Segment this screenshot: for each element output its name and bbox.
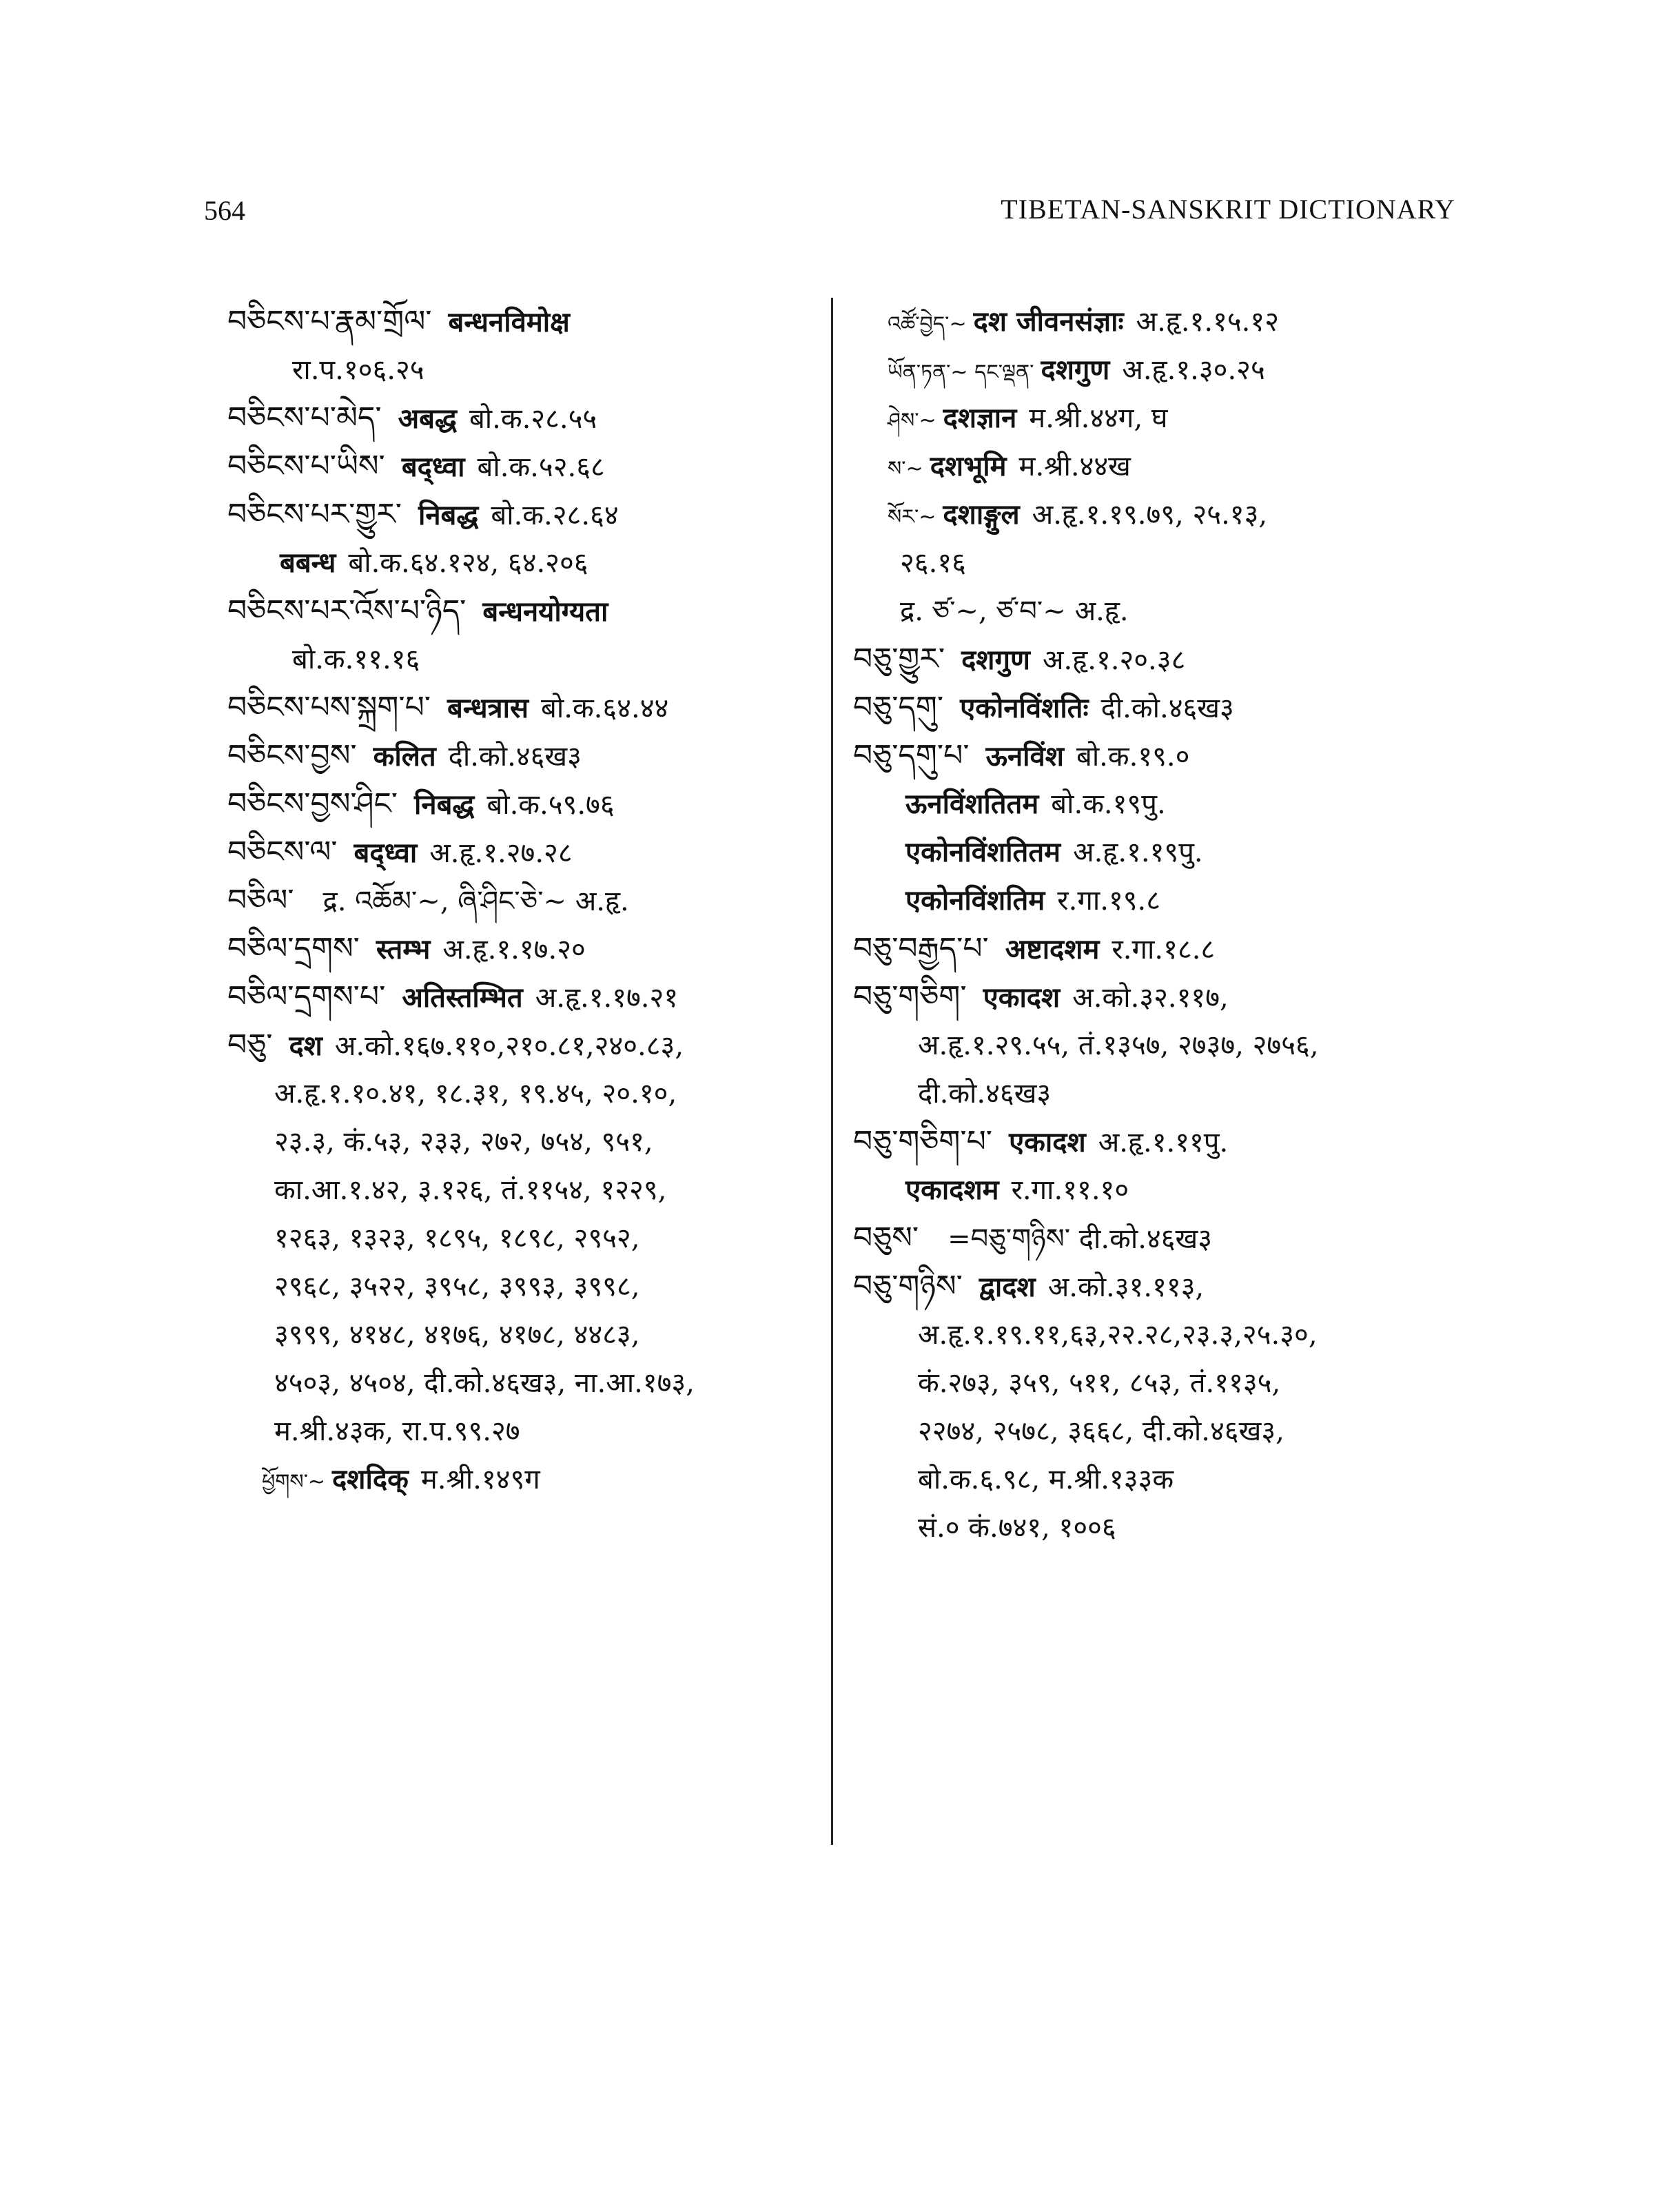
tibetan-term: ས་~ — [888, 457, 923, 481]
entry-line — [227, 1407, 820, 1455]
entry-line — [853, 1166, 1459, 1214]
source-reference: अ.हृ.१.२०.३८ — [1042, 644, 1186, 676]
tibetan-term: བཅུ་གྱུར་ — [853, 642, 945, 677]
source-reference: का.आ.१.४२, ३.१२६, तं.११५४, १२२९, — [274, 1174, 667, 1206]
tibetan-term: ཤེས་~ — [888, 409, 936, 433]
entry-line — [853, 1359, 1459, 1407]
entry-line — [853, 346, 1459, 394]
source-reference: बो.क.११.१६ — [292, 644, 420, 675]
entry-line — [227, 732, 820, 780]
entry-line — [227, 1263, 820, 1311]
entry-line — [853, 684, 1459, 732]
tibetan-term: བཅིངས་པས་སྐྲག་པ་ — [227, 690, 431, 725]
entry-line — [853, 877, 1459, 925]
source-reference: रा.प.१०६.२५ — [292, 354, 424, 386]
entry-line — [853, 732, 1459, 780]
entry-line — [853, 1118, 1459, 1166]
entry-line — [853, 587, 1459, 635]
source-reference: अ.हृ.१.१७.२० — [442, 934, 586, 965]
entry-line — [853, 1455, 1459, 1504]
tibetan-term: བཅིངས་པ་ཡིས་ — [227, 449, 385, 484]
tibetan-term: བཅིལ་དྲགས་ — [227, 931, 360, 966]
entry-line — [227, 539, 820, 587]
tibetan-term: བཅུ་གཅིག་པ་ — [853, 1124, 993, 1159]
entry-line — [853, 1021, 1459, 1070]
source-reference: दी.को.४६ख३ — [1100, 693, 1234, 724]
entry-line — [853, 1263, 1459, 1311]
tibetan-term: བཅུ་ — [227, 1028, 273, 1063]
source-reference: २२७४, २५७८, ३६६८, दी.को.४६ख३, — [918, 1416, 1284, 1447]
source-reference: ३९९९, ४१४८, ४१७६, ४१७८, ४४८३, — [274, 1319, 640, 1351]
entry-line — [227, 1166, 820, 1214]
source-reference: बो.क.२८.५५ — [469, 403, 597, 435]
sanskrit-equivalent: दश — [289, 1030, 322, 1062]
entry-line — [853, 1504, 1459, 1552]
sanskrit-equivalent: दशाङ्गुल — [943, 498, 1020, 531]
entry-line — [853, 780, 1459, 828]
sanskrit-equivalent: दशगुण — [1041, 354, 1110, 386]
source-reference: अ.हृ.१.१९.११,६३,२२.२८,२३.३,२५.३०, — [918, 1319, 1318, 1351]
entry-line — [853, 394, 1459, 442]
sanskrit-equivalent: एकादश — [1009, 1126, 1086, 1158]
right-column — [853, 298, 1459, 1552]
source-reference: अ.हृ.१.२९.५५, तं.१३५७, २७३७, २७५६, — [918, 1030, 1319, 1061]
sanskrit-equivalent: बन्धत्रास — [447, 692, 529, 724]
source-reference: अ.को.३१.११३, — [1047, 1271, 1205, 1303]
sanskrit-equivalent: बद्ध्वा — [401, 451, 465, 483]
source-reference: २६.१६ — [900, 547, 966, 579]
tibetan-term: བཅུ་དགུ་པ་ — [853, 738, 970, 773]
entry-line — [227, 780, 820, 828]
entry-line — [227, 925, 820, 973]
tibetan-term: བཅིངས་པ་རྣམ་གྲོལ་ — [227, 304, 432, 339]
entry-line — [853, 1311, 1459, 1359]
sanskrit-equivalent: बन्धनविमोक्ष — [448, 306, 570, 338]
source-reference: अ.को.१६७.११०,२१०.८१,२४०.८३, — [334, 1030, 684, 1062]
entry-line — [227, 442, 820, 491]
entry-line — [853, 828, 1459, 877]
tibetan-term: བཅུ་དགུ་ — [853, 690, 944, 725]
source-reference: बो.क.६४.१२४, ६४.२०६ — [348, 547, 588, 579]
entry-line — [227, 1021, 820, 1070]
sanskrit-equivalent: अबद्ध — [398, 402, 457, 435]
entry-line — [853, 1070, 1459, 1118]
left-column — [227, 298, 820, 1504]
sanskrit-equivalent: दश जीवनसंज्ञाः — [973, 305, 1124, 338]
source-reference: १२६३, १३२३, १८९५, १८९८, २९५२, — [274, 1223, 640, 1254]
page-number: 564 — [204, 195, 245, 226]
entry-line — [853, 298, 1459, 346]
source-reference: बो.क.६४.४४ — [541, 693, 669, 724]
entry-line — [853, 442, 1459, 491]
source-reference: बो.क.५२.६८ — [477, 451, 605, 483]
entry-line — [853, 491, 1459, 539]
sanskrit-equivalent: एकादशम — [905, 1174, 999, 1206]
source-reference: अ.हृ.१.१९पु. — [1073, 837, 1203, 868]
sanskrit-equivalent: बद्ध्वा — [354, 837, 418, 869]
sanskrit-equivalent: अष्टादशम — [1005, 933, 1100, 965]
entry-line — [227, 394, 820, 442]
entry-line — [227, 1359, 820, 1407]
entry-line — [227, 1118, 820, 1166]
entry-line — [853, 1214, 1459, 1263]
source-reference: अ.को.३२.११७, — [1072, 982, 1229, 1014]
entry-line — [227, 635, 820, 684]
entry-line — [227, 1214, 820, 1263]
source-reference: अ.हृ.१.१७.२१ — [535, 982, 679, 1014]
sanskrit-equivalent: एकादश — [983, 981, 1061, 1014]
tibetan-term: བཅིངས་པར་གྱུར་ — [227, 497, 402, 532]
tibetan-term: བཅིལ་ — [227, 883, 294, 918]
tibetan-term: བཅུ་བརྒྱད་པ་ — [853, 931, 989, 966]
source-reference: अ.हृ.१.११पु. — [1098, 1127, 1229, 1158]
source-reference: कं.२७३, ३५९, ५११, ८५३, तं.११३५, — [918, 1367, 1281, 1399]
tibetan-term: བཅིངས་ལ་ — [227, 835, 338, 870]
entry-line — [853, 1407, 1459, 1455]
sanskrit-equivalent: बन्धनयोग्यता — [482, 595, 608, 628]
tibetan-term: བཅུ་གཅིག་ — [853, 979, 967, 1014]
entry-line — [227, 684, 820, 732]
entry-line — [227, 1070, 820, 1118]
sanskrit-equivalent: द्वादश — [979, 1271, 1036, 1303]
source-reference: बो.क.५९.७६ — [486, 789, 615, 821]
sanskrit-equivalent: दशज्ञान — [943, 402, 1017, 434]
tibetan-term: སོར་~ — [888, 505, 936, 529]
entry-line — [853, 925, 1459, 973]
entry-line — [227, 298, 820, 346]
sanskrit-equivalent: एकोनविंशतिः — [960, 692, 1089, 724]
source-reference: बो.क.६.९८, म.श्री.१३३क — [918, 1464, 1174, 1495]
entry-line — [227, 877, 820, 925]
sanskrit-equivalent: दशदिक् — [332, 1463, 409, 1495]
sanskrit-equivalent: एकोनविंशतितम — [905, 836, 1061, 868]
source-reference: बो.क.१९.० — [1076, 741, 1190, 773]
source-reference: म.श्री.४४ख — [1018, 451, 1131, 482]
sanskrit-equivalent: अतिस्तम्भित — [402, 981, 523, 1014]
source-reference: सं.० कं.७४१, १००६ — [918, 1512, 1116, 1544]
entry-line — [227, 491, 820, 539]
tibetan-term: བཅིལ་དྲགས་པ་ — [227, 979, 386, 1014]
source-reference: बो.क.१९पु. — [1051, 788, 1166, 820]
source-reference: अ.हृ.१.१९.७९, २५.१३, — [1032, 499, 1268, 531]
source-reference: र.गा.११.१० — [1011, 1174, 1129, 1206]
source-reference: अ.हृ.१.२७.२८ — [429, 837, 573, 869]
source-reference: र.गा.१८.८ — [1112, 934, 1216, 965]
sanskrit-equivalent: निबद्ध — [414, 788, 475, 821]
sanskrit-equivalent: दशगुण — [961, 644, 1030, 676]
sanskrit-equivalent: एकोनविंशतिम — [905, 884, 1045, 917]
source-reference: बो.क.२८.६४ — [491, 500, 619, 531]
sanskrit-equivalent: निबद्ध — [418, 499, 479, 531]
source-reference: र.गा.१९.८ — [1057, 885, 1161, 917]
source-reference: द्र. ཙ་~, ཙ་བ་~ अ.हृ. — [900, 595, 1129, 627]
source-reference: अ.हृ.१.३०.२५ — [1122, 354, 1265, 386]
source-reference: ४५०३, ४५०४, दी.को.४६ख३, ना.आ.१७३, — [274, 1367, 695, 1399]
column-divider — [831, 298, 833, 1845]
source-reference: द्र. འཆོམ་~, ཞི་ཤིང་ཅེ་~ अ.हृ. — [322, 886, 629, 917]
sanskrit-equivalent: दशभूमि — [930, 450, 1007, 482]
tibetan-term: ཕྱོགས་~ — [262, 1470, 326, 1494]
tibetan-term: བཅུས་ — [853, 1220, 919, 1256]
sanskrit-equivalent: स्तम्भ — [376, 933, 431, 965]
sanskrit-equivalent: बबन्ध — [280, 546, 336, 579]
entry-line — [227, 973, 820, 1021]
entry-line — [227, 1311, 820, 1359]
source-reference: अ.हृ.१.१०.४१, १८.३१, १९.४५, २०.१०, — [274, 1078, 677, 1110]
sanskrit-equivalent: ऊनविंशतितम — [905, 788, 1039, 820]
entry-line — [853, 635, 1459, 684]
tibetan-term: ཡོན་ཏན་~ དང་ལྡན་ — [888, 360, 1034, 385]
source-reference: =བཅུ་གཉིས་ दी.को.४६ख३ — [947, 1223, 1213, 1255]
tibetan-term: བཅུ་གཉིས་ — [853, 1269, 963, 1304]
source-reference: म.श्री.१४९ग — [420, 1464, 540, 1495]
tibetan-term: བཅིངས་བྱས་ཤིང་ — [227, 786, 398, 821]
source-reference: दी.को.४६ख३ — [448, 741, 582, 773]
source-reference: २३.३, कं.५३, २३३, २७२, ७५४, ९५१, — [274, 1126, 653, 1158]
source-reference: दी.को.४६ख३ — [918, 1078, 1052, 1110]
entry-line — [853, 973, 1459, 1021]
tibetan-term: བཅིངས་པར་འོས་པ་ཉིད་ — [227, 593, 467, 629]
entry-line — [227, 346, 820, 394]
tibetan-term: བཅིངས་པ་མེད་ — [227, 400, 382, 436]
sanskrit-equivalent: ऊनविंश — [985, 740, 1064, 773]
source-reference: २९६८, ३५२२, ३९५८, ३९९३, ३९९८, — [274, 1271, 640, 1302]
entry-line — [227, 828, 820, 877]
source-reference: म.श्री.४४ग, घ — [1029, 402, 1168, 434]
tibetan-term: བཅིངས་བྱས་ — [227, 738, 357, 773]
entry-line — [227, 1455, 820, 1504]
entry-line — [227, 587, 820, 635]
sanskrit-equivalent: कलित — [373, 740, 436, 773]
source-reference: अ.हृ.१.१५.१२ — [1136, 306, 1279, 338]
source-reference: म.श्री.४३क, रा.प.९९.२७ — [274, 1416, 520, 1447]
entry-line — [853, 539, 1459, 587]
tibetan-term: འཚོ་བྱེད་~ — [888, 312, 967, 336]
running-title: TIBETAN-SANSKRIT DICTIONARY — [1001, 194, 1455, 225]
